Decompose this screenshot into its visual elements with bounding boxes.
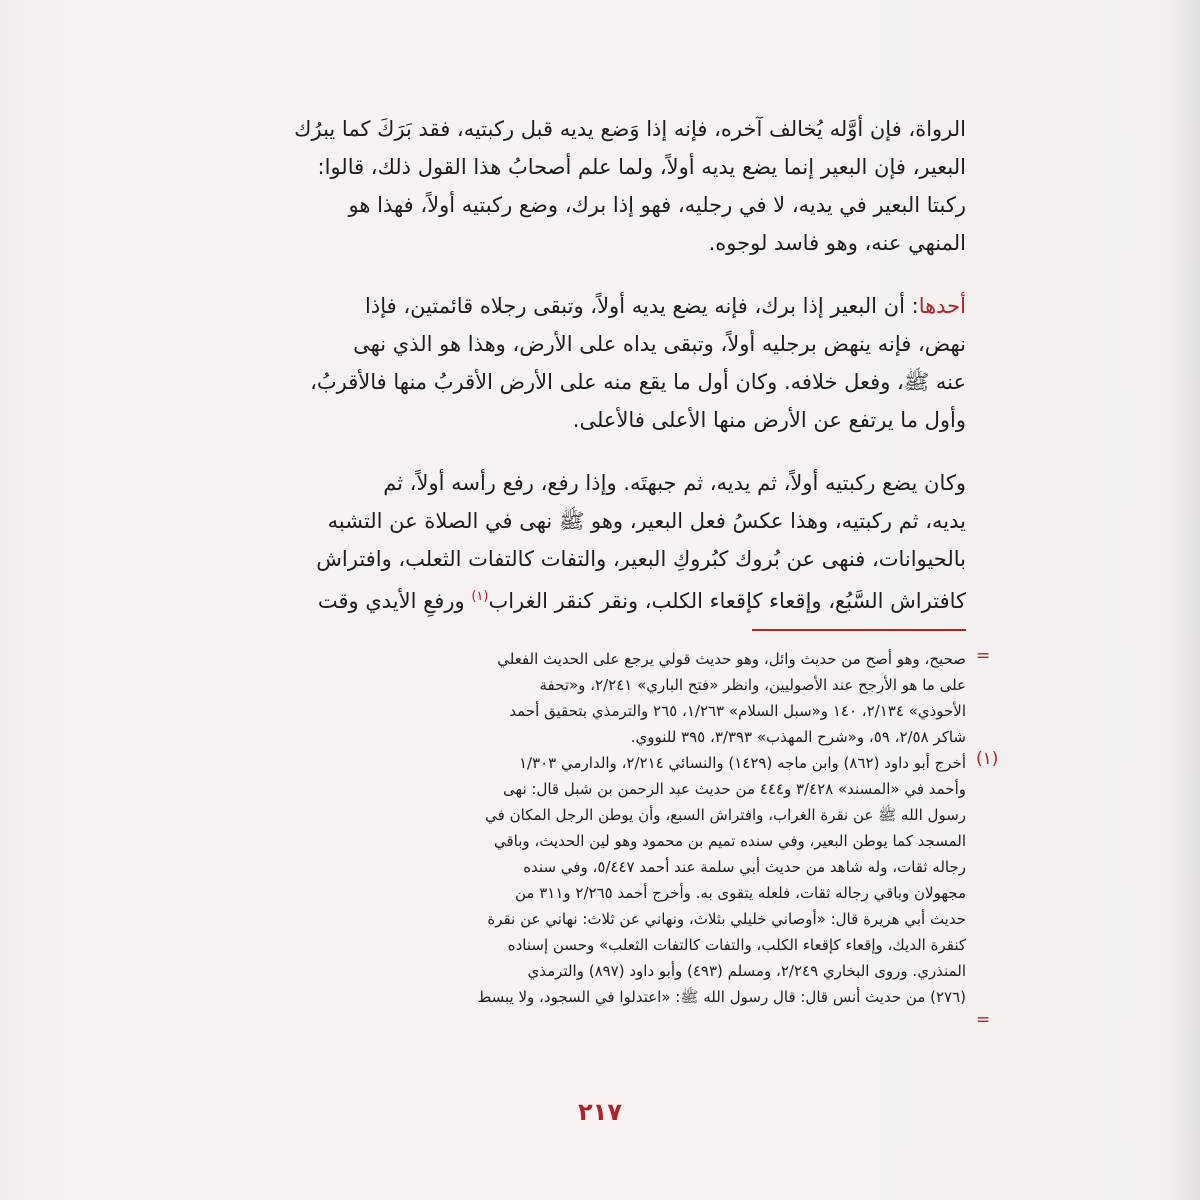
paragraph-3 <box>246 464 966 620</box>
footnote-line: وأحمد في «المسند» ٣/٤٢٨ و٤٤٤ من حديث عبد الرحمن بن شبل قال: نهى <box>503 780 966 798</box>
footnote-1-marker: (١) <box>976 749 999 769</box>
continuation-mark-end: = <box>976 1010 991 1030</box>
footnote-line: الأحوذي» ٢/١٣٤، ١٤٠ و«سبل السلام» ١/٢٦٣، ٢٦٥ والترمذي بتحقيق أحمد <box>509 702 966 720</box>
continuation-mark: = <box>976 646 991 666</box>
page-number: ٢١٧ <box>578 1098 622 1126</box>
text-line: وأول ما يرتفع عن الأرض منها الأعلى فالأعلى. <box>572 408 966 432</box>
text-span: ورفعِ الأيدي وقت <box>317 589 472 613</box>
section-label: أحدها <box>918 294 966 318</box>
text-line <box>246 578 966 620</box>
text-line: الرواة، فإن أوَّله يُخالف آخره، فإنه إذا وَضع يديه قبل ركبتيه، فقد بَرَكَ كما يبرُك <box>294 117 966 141</box>
text-span: كافتراش السَّبُع، وإقعاء كإقعاء الكلب، ونقر كنقر الغراب <box>488 589 966 613</box>
footnote-line: رسول الله ﷺ عن نقرة الغراب، وافتراش السبع، وأن يوطن الرجل المكان في <box>485 806 966 824</box>
footnote-line: صحيح، وهو أصح من حديث وائل، وهو حديث قولي يرجع على الحديث الفعلي <box>497 650 966 668</box>
text-line: بالحيوانات، فنهى عن بُروك كبُروكِ البعير، والتفات كالتفات الثعلب، وافتراش <box>316 547 966 571</box>
text-line: ركبتا البعير في يديه، لا في رجليه، فهو إذا برك، وضع ركبتيه أولاً، فهذا هو <box>348 193 966 217</box>
footnote-continued <box>246 646 966 750</box>
text-line: البعير، فإن البعير إنما يضع يديه أولاً، ولما علم أصحابُ هذا القول ذلك، قالوا: <box>317 155 966 179</box>
text-line: المنهي عنه، وهو فاسد لوجوه. <box>708 231 966 255</box>
paragraph-2 <box>246 287 966 439</box>
footnote-1 <box>246 750 966 1010</box>
footnote-line: حديث أبي هريرة قال: «أوصاني خليلي بثلاث، ونهاني عن ثلاث: نهاني عن نقرة <box>487 910 966 928</box>
footnote-line: المنذري. وروى البخاري ٢/٢٤٩، ومسلم (٤٩٣) وأبو داود (٨٩٧) والترمذي <box>527 962 966 980</box>
footnote-line: (٢٧٦) من حديث أنس قال: قال رسول الله ﷺ: «اعتدلوا في السجود، ولا يبسط <box>477 988 966 1006</box>
footnote-separator <box>752 629 966 631</box>
text-line: وكان يضع ركبتيه أولاً، ثم يديه، ثم جبهتَه. وإذا رفع، رفع رأسه أولاً، ثم <box>383 471 966 495</box>
text-line: نهض، فإنه ينهض برجليه أولاً، وتبقى يداه على الأرض، وهذا هو الذي نهى <box>353 332 966 356</box>
text-line <box>246 287 966 325</box>
text-span: : أن البعير إذا برك، فإنه يضع يديه أولاً، وتبقى رجلاه قائمتين، فإذا <box>365 294 919 318</box>
footnote-reference[interactable]: (١) <box>471 589 489 604</box>
footnote-line: شاكر ٢/٥٨، ٥٩، و«شرح المهذب» ٣/٣٩٣، ٣٩٥ للنووي. <box>630 728 966 746</box>
text-line: يديه، ثم ركبتيه، وهذا عكسُ فعل البعير، وهو ﷺ نهى في الصلاة عن التشبه <box>327 509 966 533</box>
footnote-line: على ما هو الأرجح عند الأصوليين، وانظر «فتح الباري» ٢/٢٤١، و«تحفة <box>539 676 966 694</box>
text-line: عنه ﷺ، وفعل خلافه. وكان أول ما يقع منه على الأرض الأقربُ منها فالأقربُ، <box>310 370 966 394</box>
footnote-line: رجاله ثقات، وله شاهد من حديث أبي سلمة عند أحمد ٥/٤٤٧، وفي سنده <box>523 858 966 876</box>
footnote-line: مجهولان وباقي رجاله ثقات، فلعله يتقوى به. وأخرج أحمد ٢/٢٦٥ و٣١١ من <box>515 884 966 902</box>
footnote-line: المسجد كما يوطن البعير، وفي سنده تميم بن محمود وهو لين الحديث، وباقي <box>493 832 966 850</box>
footnote-line: كنقرة الديك، وإقعاء كإقعاء الكلب، والتفات كالتفات الثعلب» وحسن إسناده <box>507 936 966 954</box>
footnote-line: أخرج أبو داود (٨٦٢) وابن ماجه (١٤٢٩) والنسائي ٢/٢١٤، والدارمي ١/٣٠٣ <box>518 754 966 772</box>
paragraph-1 <box>246 110 966 262</box>
